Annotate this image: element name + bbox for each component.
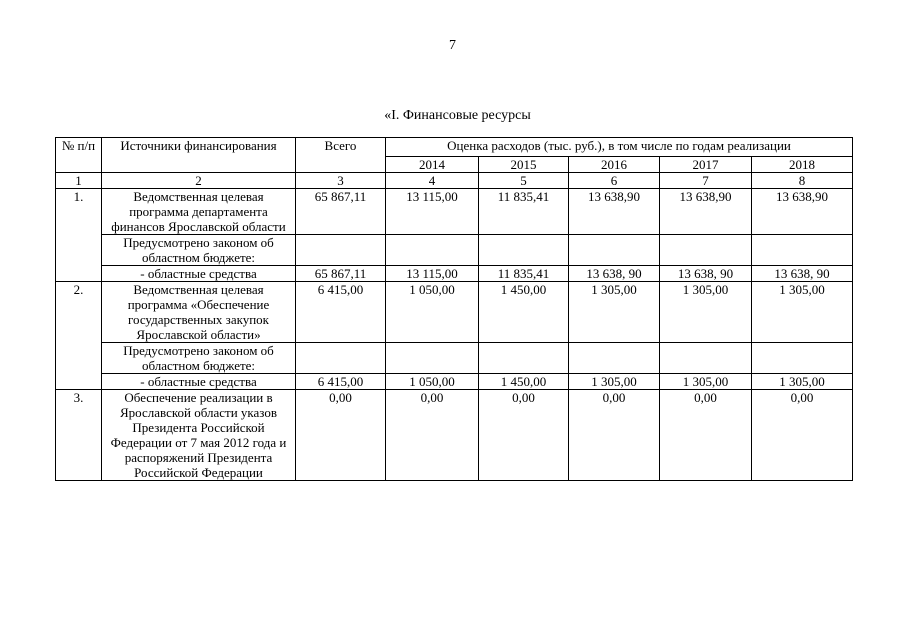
row-year-value: 0,00 bbox=[752, 390, 853, 481]
column-number: 6 bbox=[569, 173, 660, 189]
header-estimate: Оценка расходов (тыс. руб.), в том числе по годам реализации bbox=[386, 138, 853, 157]
row-year-value: 13 115,00 bbox=[386, 189, 479, 235]
column-number: 5 bbox=[479, 173, 569, 189]
row-year-value: 1 450,00 bbox=[479, 374, 569, 390]
header-num: № п/п bbox=[56, 138, 102, 173]
row-year-value: 13 638, 90 bbox=[752, 266, 853, 282]
row-source: Ведомственная целевая программа департамента финансов Ярославской области bbox=[102, 189, 296, 235]
section-title: «I. Финансовые ресурсы bbox=[384, 108, 531, 123]
row-year-value: 1 305,00 bbox=[752, 282, 853, 343]
row-total: 65 867,11 bbox=[296, 266, 386, 282]
table-row bbox=[56, 390, 853, 481]
row-total bbox=[296, 235, 386, 266]
column-number: 1 bbox=[56, 173, 102, 189]
row-total: 0,00 bbox=[296, 390, 386, 481]
row-source: - областные средства bbox=[102, 266, 296, 282]
row-num: 2. bbox=[56, 282, 102, 390]
table-row bbox=[56, 235, 853, 266]
row-source: Предусмотрено законом об областном бюджете: bbox=[102, 235, 296, 266]
row-year-value: 1 305,00 bbox=[569, 282, 660, 343]
row-year-value: 13 638,90 bbox=[660, 189, 752, 235]
row-year-value: 13 115,00 bbox=[386, 266, 479, 282]
column-number: 3 bbox=[296, 173, 386, 189]
row-year-value: 1 050,00 bbox=[386, 374, 479, 390]
header-year: 2015 bbox=[479, 157, 569, 173]
row-year-value: 1 450,00 bbox=[479, 282, 569, 343]
row-year-value bbox=[752, 235, 853, 266]
row-total: 6 415,00 bbox=[296, 374, 386, 390]
row-year-value bbox=[660, 235, 752, 266]
row-source: Предусмотрено законом об областном бюджете: bbox=[102, 343, 296, 374]
row-year-value: 1 305,00 bbox=[660, 374, 752, 390]
header-total: Всего bbox=[296, 138, 386, 173]
row-year-value: 13 638,90 bbox=[569, 189, 660, 235]
table-row bbox=[56, 374, 853, 390]
page-number: 7 bbox=[449, 38, 456, 53]
row-total bbox=[296, 343, 386, 374]
column-number: 8 bbox=[752, 173, 853, 189]
row-year-value: 1 305,00 bbox=[660, 282, 752, 343]
row-year-value: 1 050,00 bbox=[386, 282, 479, 343]
row-year-value bbox=[569, 235, 660, 266]
row-year-value: 0,00 bbox=[479, 390, 569, 481]
header-year: 2016 bbox=[569, 157, 660, 173]
row-year-value: 0,00 bbox=[569, 390, 660, 481]
header-year: 2017 bbox=[660, 157, 752, 173]
row-year-value: 13 638,90 bbox=[752, 189, 853, 235]
row-year-value: 0,00 bbox=[386, 390, 479, 481]
header-year: 2018 bbox=[752, 157, 853, 173]
row-year-value bbox=[386, 235, 479, 266]
row-num: 3. bbox=[56, 390, 102, 481]
row-year-value bbox=[660, 343, 752, 374]
table-row bbox=[56, 189, 853, 235]
row-year-value: 1 305,00 bbox=[569, 374, 660, 390]
column-number: 7 bbox=[660, 173, 752, 189]
row-year-value: 11 835,41 bbox=[479, 266, 569, 282]
row-num: 1. bbox=[56, 189, 102, 282]
row-year-value bbox=[752, 343, 853, 374]
row-year-value bbox=[479, 235, 569, 266]
row-year-value: 13 638, 90 bbox=[660, 266, 752, 282]
table-row bbox=[56, 282, 853, 343]
row-total: 65 867,11 bbox=[296, 189, 386, 235]
row-year-value: 11 835,41 bbox=[479, 189, 569, 235]
row-year-value: 0,00 bbox=[660, 390, 752, 481]
table-row bbox=[56, 266, 853, 282]
column-number: 4 bbox=[386, 173, 479, 189]
table-row bbox=[56, 343, 853, 374]
column-number: 2 bbox=[102, 173, 296, 189]
header-source: Источники финансирования bbox=[102, 138, 296, 173]
row-source: Обеспечение реализации в Ярославской области указов Президента Российской Федерации от 7 мая 2012 года и распоряжений Президента Российской Федерации bbox=[102, 390, 296, 481]
row-total: 6 415,00 bbox=[296, 282, 386, 343]
row-year-value bbox=[386, 343, 479, 374]
row-source: - областные средства bbox=[102, 374, 296, 390]
header-year: 2014 bbox=[386, 157, 479, 173]
row-year-value bbox=[479, 343, 569, 374]
row-source: Ведомственная целевая программа «Обеспечение государственных закупок Ярославской области» bbox=[102, 282, 296, 343]
row-year-value bbox=[569, 343, 660, 374]
financial-resources-table bbox=[55, 137, 853, 481]
column-number-row bbox=[56, 173, 853, 189]
row-year-value: 13 638, 90 bbox=[569, 266, 660, 282]
row-year-value: 1 305,00 bbox=[752, 374, 853, 390]
